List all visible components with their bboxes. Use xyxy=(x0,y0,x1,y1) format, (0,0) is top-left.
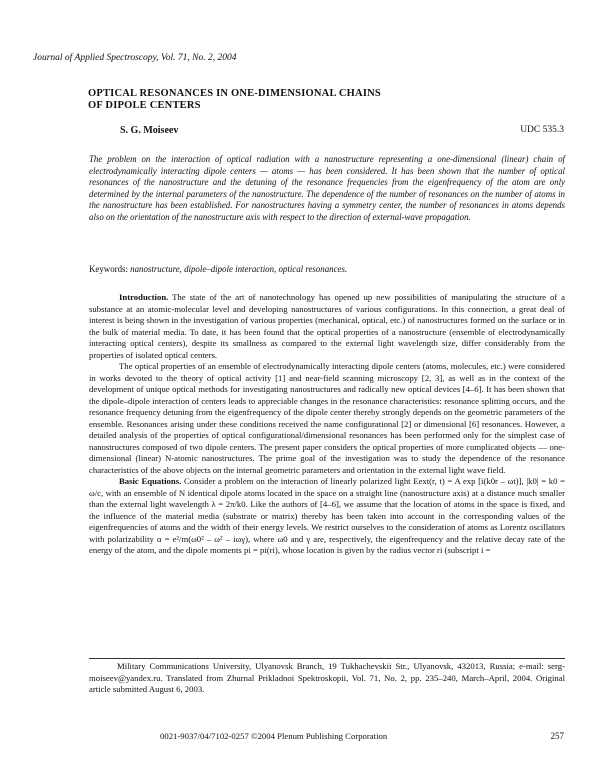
copyright-line: 0021-9037/04/7102-0257 ©2004 Plenum Publishing Corporation xyxy=(160,731,388,741)
page-number: 257 xyxy=(550,731,564,741)
intro-paragraph-1 xyxy=(89,292,565,361)
basic-text: Consider a problem on the interaction of linearly polarized light Eext(r, t) = A exp [i(k0r – ωt)], |k0| = k0 = ω/c, with an ensemble of N identical dipole atoms located in the space on a straight line (nanostructure axis) at a distance much smaller than the external light wavelength λ = 2π/k0. Like the authors of [4–6], we assume that the location of atoms in the space is fixed, and the influence of the material media (substrate or matrix) thereby has been taken into account in the corresponding values of the eigenfrequencies of atoms and the width of their energy levels. We restrict ourselves to the consideration of atoms as Lorentz oscillators with polarizability α = e²/m(ω0² – ω² – iωγ), where ω0 and γ are, respectively, the eigenfrequency and the relative decay rate of the energy of the atom, and the dipole moments pi = pi(ri), whose location is given by the radius vector ri (subscript i = xyxy=(89,476,566,555)
intro-heading: Introduction. xyxy=(119,292,169,302)
title-line-2: OF DIPOLE CENTERS xyxy=(88,100,201,111)
footnote-divider xyxy=(89,658,565,659)
basic-equations-paragraph xyxy=(89,476,565,557)
journal-citation: Journal of Applied Spectroscopy, Vol. 71, No. 2, 2004 xyxy=(33,53,237,63)
article-body xyxy=(89,292,565,557)
abstract: The problem on the interaction of optical radiation with a nanostructure representing a one-dimensional (linear) chain of electrodynamically interacting dipole centers — atoms — has been considered. It has been shown that the number of optical resonances of the nanostructure and the detuning of the resonance frequencies from the eigenfrequency of the atom are only determined by the internal parameters of the nanostructure. The dependence of the number of resonances on the number of atoms in the nanostructure has been established. For nanostructures having a symmetry center, the number of resonances in atoms depends also on the orientation of the nanostructure axis with respect to the direction of external-wave propagation. xyxy=(89,154,565,222)
intro-paragraph-2: The optical properties of an ensemble of electrodynamically interacting dipole centers (atoms, molecules, etc.) were considered in works devoted to the theory of optical activity [1] and near-field scanning microscopy [2, 3], as well as in the context of the development of unique optical methods for investigating nanostructures and radically new optical devices [4–6]. It has been shown that the dipole–dipole interaction of centers leads to appreciable changes in the resonance characteristics: resonance splitting occurs, and the resonance frequency detuning from the eigenfrequency of the dipole center thereby strongly depends on the geometric parameters of the ensemble. Resonances arising under these conditions received the name configurational [2] or dimensional [6] resonances. However, a detailed analysis of the properties of optical configurational/dimensional resonances has been performed only for the simplest case of nanostructures composed of two dipole centers. The present paper considers the optical properties of more complicated objects — one-dimensional (linear) N-atomic nanostructures. The prime goal of the investigation was to study the dependence of the resonance characteristics of the above objects on the internal geometric parameters and orientation in the external light wave field. xyxy=(89,361,565,475)
keywords xyxy=(89,264,347,274)
keywords-label: Keywords: xyxy=(89,264,128,274)
intro-text-1: The state of the art of nanotechnology has opened up new possibilities of manipulating the structure of a substance at an atomic-molecular level and developing nanostructures of various configurations. In this connection, a great deal of interest is being shown in the investigation of various properties (mechanical, optical, etc.) of nanostructures formed on the surface or in the bulk of material media. To date, it has been found that the optical properties of a nanostructure (ensemble of electrodynamically interacting optical centers), despite its smallness as compared to the external light wavelength size, differ considerably from the properties of isolated optical centers. xyxy=(89,292,565,360)
author-affiliation-footnote: Military Communications University, Ulyanovsk Branch, 19 Tukhachevskii Str., Ulyanovsk, 432013, Russia; e-mail: serg-moiseev@yandex.ru. Translated from Zhurnal Prikladnoi Spektroskopii, Vol. 71, No. 2, pp. 235–240, March–April, 2004. Original article submitted August 6, 2003. xyxy=(89,661,565,694)
udc-code: UDC 535.3 xyxy=(520,125,564,135)
article-title xyxy=(88,88,381,112)
title-line-1: OPTICAL RESONANCES IN ONE-DIMENSIONAL CHAINS xyxy=(88,88,381,99)
basic-heading: Basic Equations. xyxy=(119,476,182,486)
author-name: S. G. Moiseev xyxy=(120,125,179,136)
keywords-list: nanostructure, dipole–dipole interaction, optical resonances. xyxy=(130,264,348,274)
